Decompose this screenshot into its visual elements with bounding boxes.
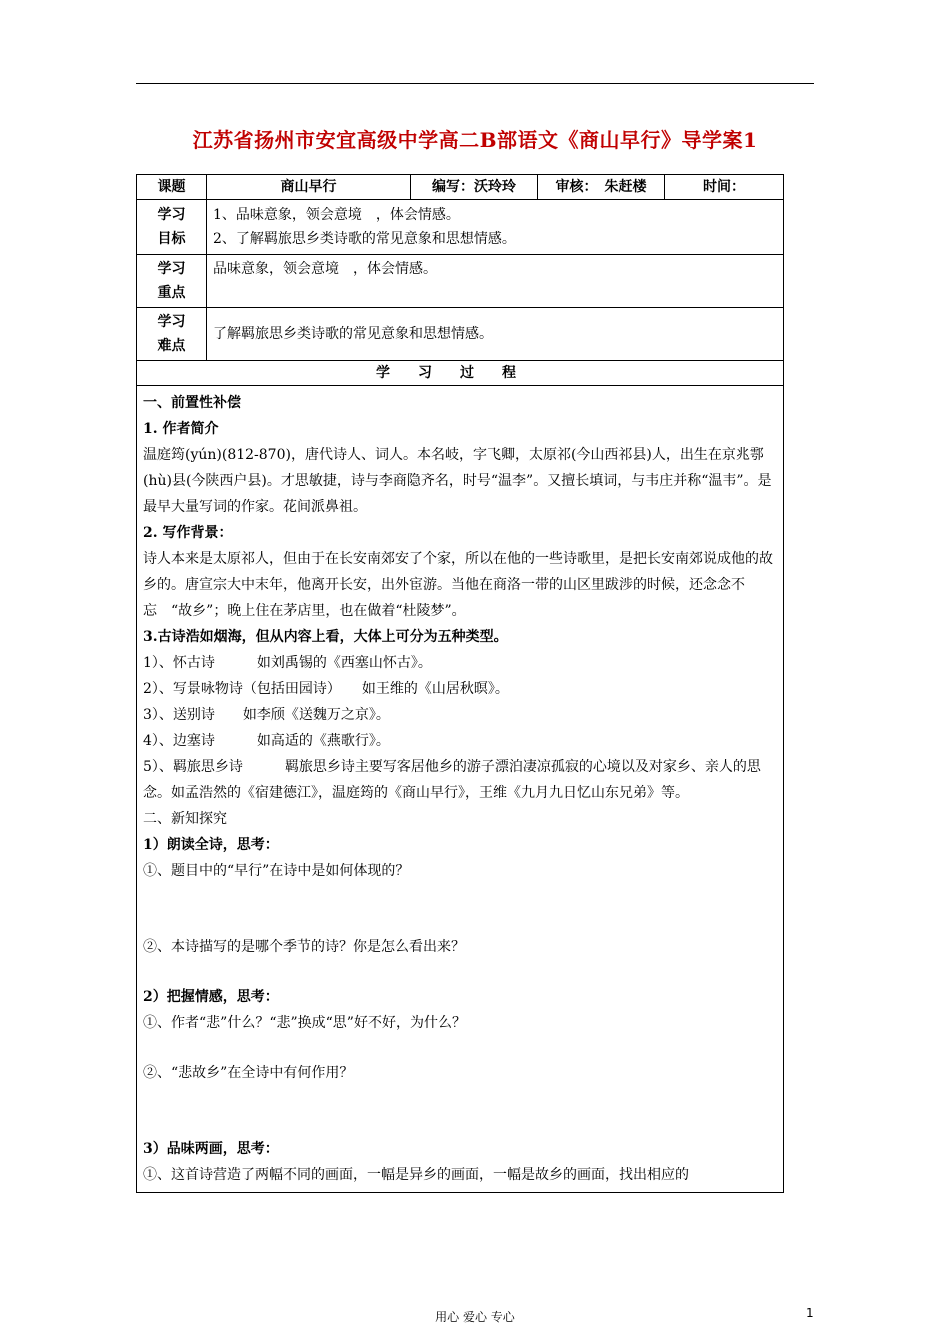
question-item: ②、“悲故乡”在全诗中有何作用？ <box>143 1065 354 1081</box>
subsection-heading: 2. 写作背景： <box>143 525 233 541</box>
key-points-row <box>137 255 784 308</box>
question-heading: 3）品味两画，思考： <box>143 1141 279 1157</box>
section-heading: 一、前置性补偿 <box>143 395 241 411</box>
author-cell: 编写：沃玲玲 <box>411 175 538 200</box>
worksheet-table <box>136 174 784 1193</box>
key-points-content: 品味意象，领会意境 ，体会情感。 <box>207 255 784 308</box>
time-cell: 时间： <box>665 175 784 200</box>
page-number: 1 <box>806 1306 814 1320</box>
subsection-heading: 3.古诗浩如烟海，但从内容上看，大体上可分为五种类型。 <box>143 629 508 645</box>
background-text: 诗人本来是太原祁人，但由于在长安南郊安了个家，所以在他的一些诗歌里，是把长安南郊说成他的故乡的。唐宣宗大中末年，他离开长安，出外宦游。当他在商洛一带的山区里跋涉的时候，还念念不忘 “故乡”；晚上住在茅店里，也在做着“杜陵梦”。 <box>143 551 773 619</box>
author-intro: 温庭筠(yún)(812-870)，唐代诗人、词人。本名岐，字飞卿，太原祁(今山西祁县)人，出生在京兆鄠(hù)县(今陕西户县)。才思敏捷，诗与李商隐齐名，时号“温李”。又擅长填词，与韦庄并称“温韦”。是最早大量写词的作家。花间派鼻祖。 <box>143 447 772 515</box>
goals-row <box>137 200 784 255</box>
process-content-row <box>137 386 784 1193</box>
question-item: ①、题目中的“早行”在诗中是如何体现的？ <box>143 863 410 879</box>
difficulties-content: 了解羁旅思乡类诗歌的常见意象和思想情感。 <box>207 308 784 361</box>
document-title: 江苏省扬州市安宜高级中学高二B部语文《商山早行》导学案1 <box>192 128 758 152</box>
course-value: 商山早行 <box>207 175 411 200</box>
difficulties-row <box>137 308 784 361</box>
poem-type-item: 5）、羁旅思乡诗 羁旅思乡诗主要写客居他乡的游子漂泊凄凉孤寂的心境以及对家乡、亲人的思念。如孟浩然的《宿建德江》，温庭筠的《商山早行》，王维《九月九日忆山东兄弟》等。 <box>143 759 761 801</box>
reviewer-cell: 审核： 朱赶楼 <box>538 175 665 200</box>
process-header: 学习过程 <box>137 361 784 386</box>
question-heading: 1）朗读全诗，思考： <box>143 837 279 853</box>
difficulties-label: 学习 难点 <box>137 308 207 361</box>
goals-content <box>207 200 784 255</box>
poem-type-item: 3）、送别诗 如李颀《送魏万之京》。 <box>143 707 390 723</box>
goals-label: 学习 目标 <box>137 200 207 255</box>
process-header-row <box>137 361 784 386</box>
key-points-label: 学习 重点 <box>137 255 207 308</box>
header-row <box>137 175 784 200</box>
question-item: ①、这首诗营造了两幅不同的画面，一幅是异乡的画面，一幅是故乡的画面，找出相应的 <box>143 1167 689 1183</box>
course-label: 课题 <box>137 175 207 200</box>
header-rule <box>136 83 814 84</box>
section-heading: 二、新知探究 <box>143 811 227 827</box>
subsection-heading: 1. 作者简介 <box>143 421 219 437</box>
process-content <box>137 386 784 1193</box>
poem-type-item: 4）、边塞诗 如高适的《燕歌行》。 <box>143 733 390 749</box>
poem-type-item: 2）、写景咏物诗（包括田园诗） 如王维的《山居秋暝》。 <box>143 681 509 697</box>
question-heading: 2）把握情感，思考： <box>143 989 279 1005</box>
question-item: ②、本诗描写的是哪个季节的诗？你是怎么看出来？ <box>143 939 465 955</box>
goal-item: 2、了解羁旅思乡类诗歌的常见意象和思想情感。 <box>213 231 516 247</box>
footer-motto: 用心 爱心 专心 <box>435 1310 515 1324</box>
question-item: ①、作者“悲”什么？“悲”换成“思”好不好，为什么？ <box>143 1015 466 1031</box>
goal-item: 1、品味意象，领会意境 ，体会情感。 <box>213 207 460 223</box>
poem-type-item: 1）、怀古诗 如刘禹锡的《西塞山怀古》。 <box>143 655 432 671</box>
